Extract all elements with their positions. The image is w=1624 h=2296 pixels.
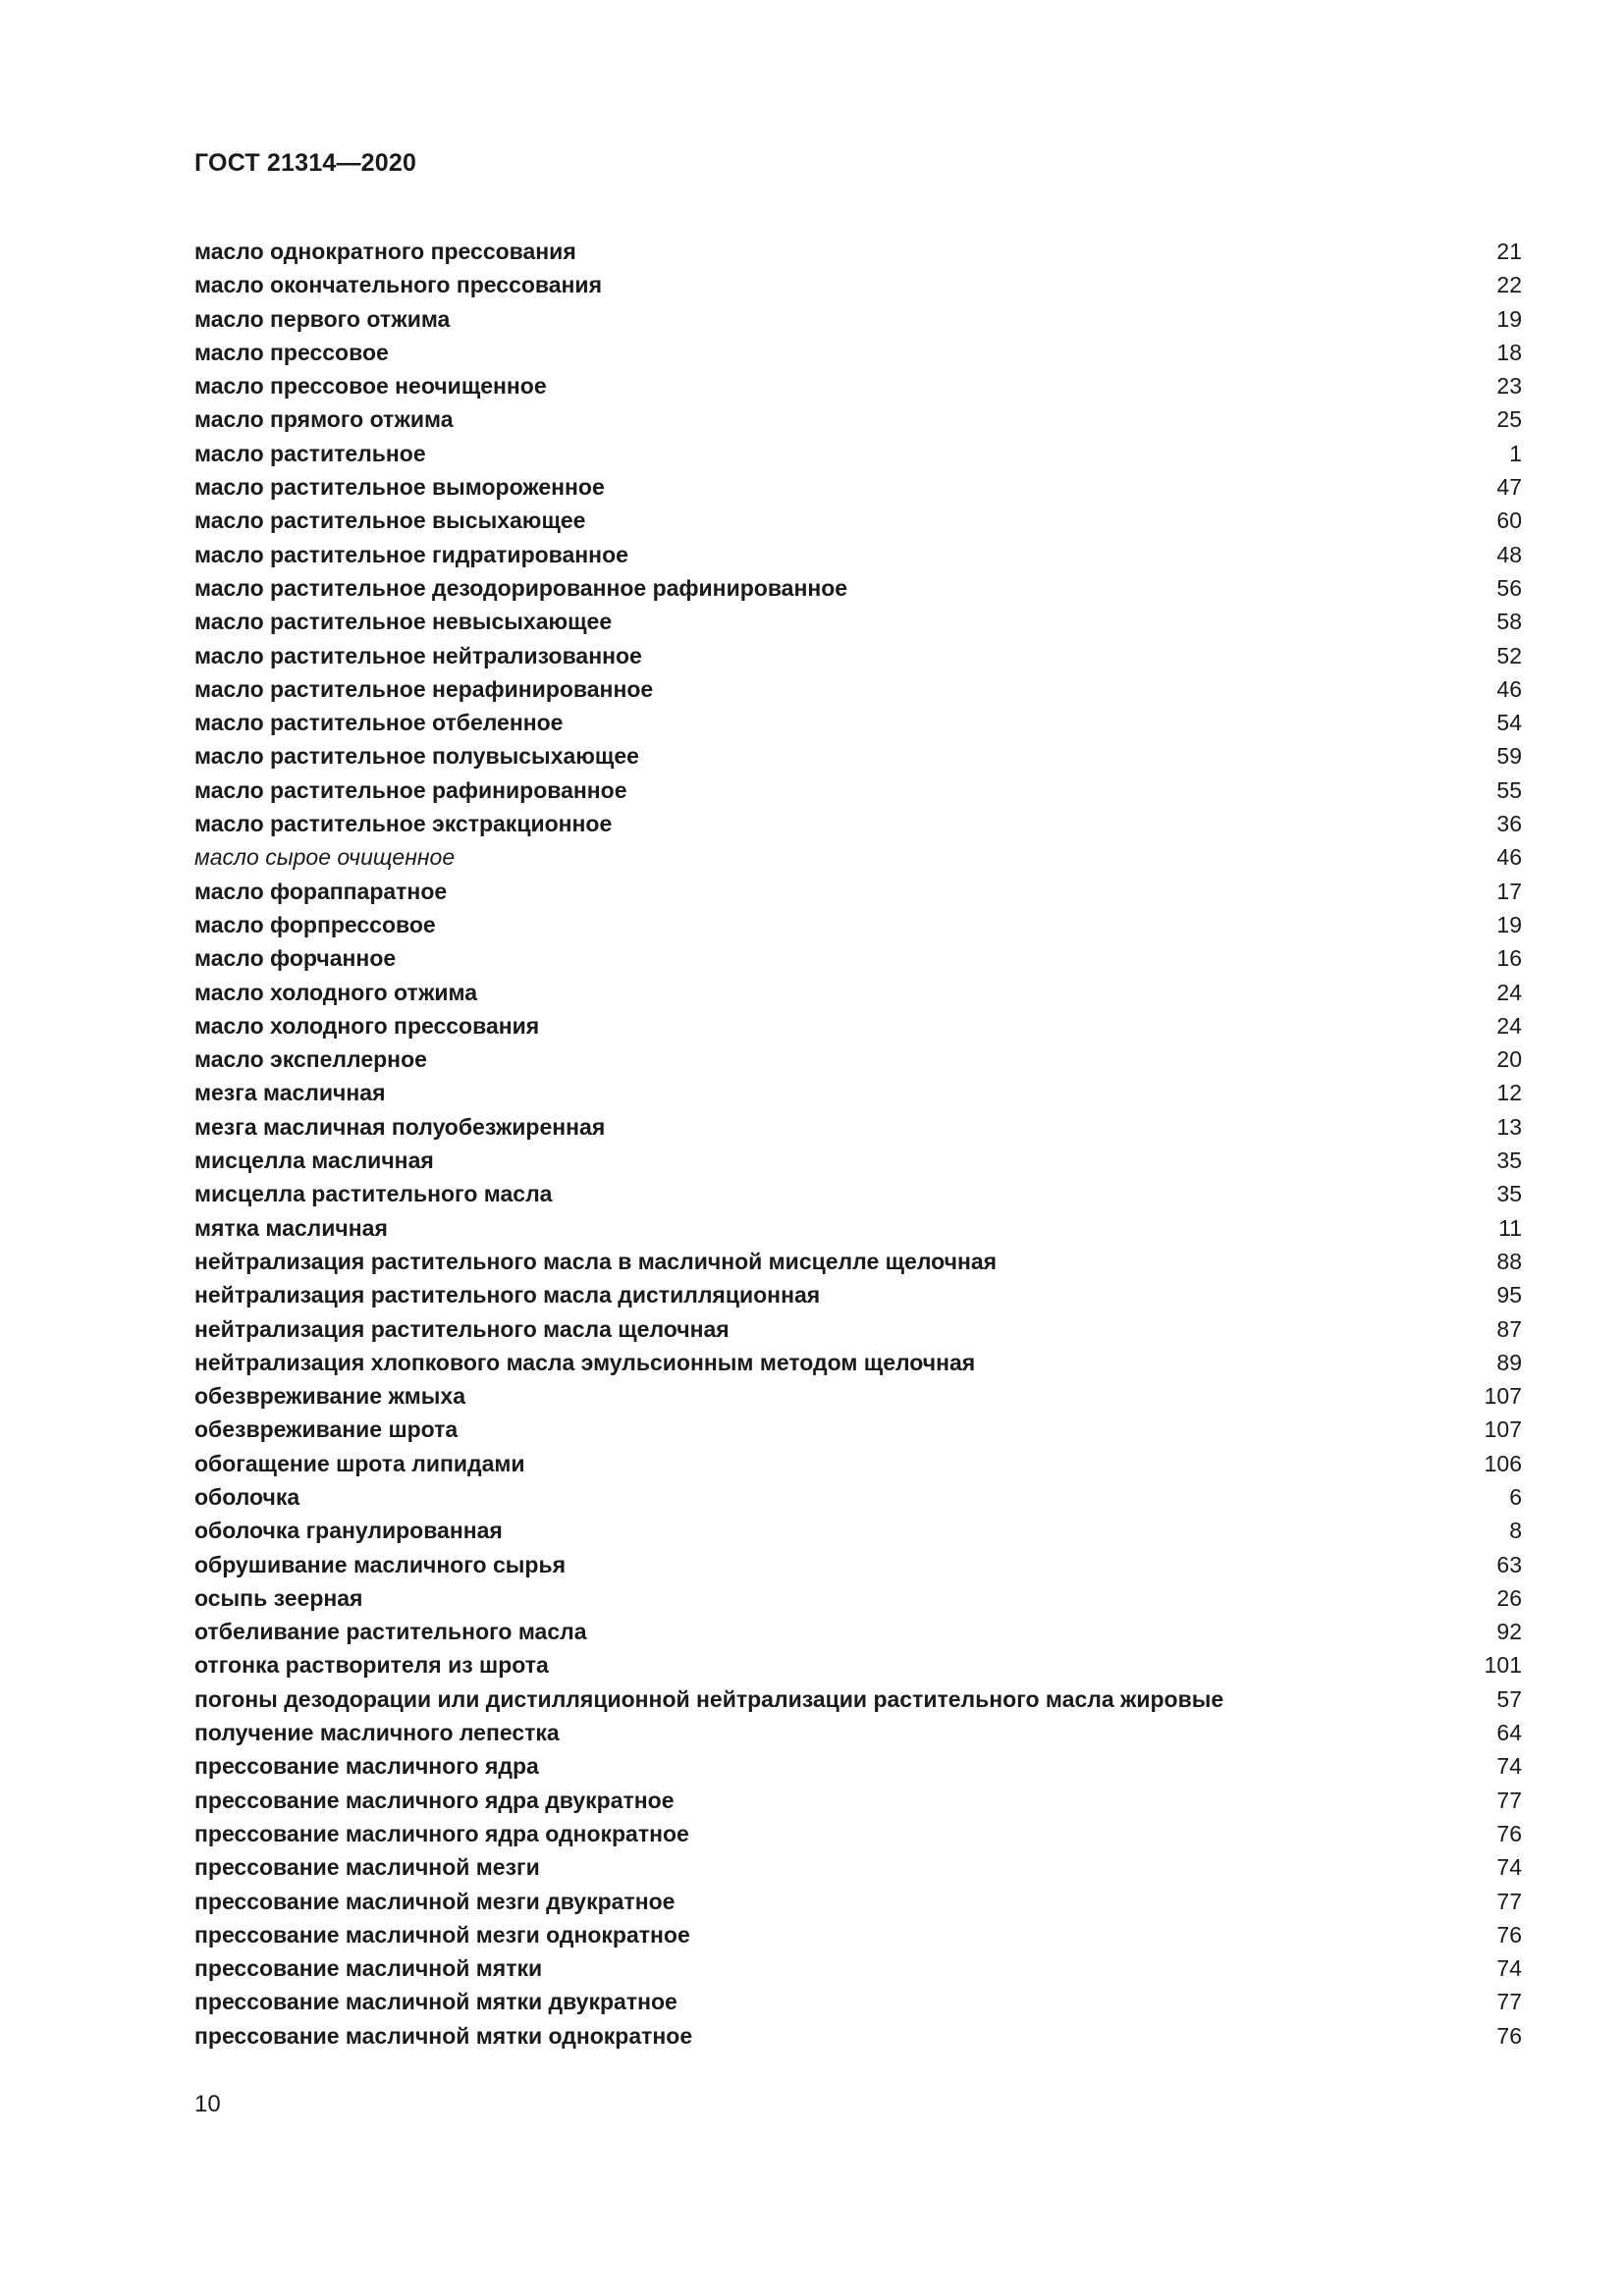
index-entry-row bbox=[194, 739, 1522, 773]
index-entry-row bbox=[194, 1379, 1522, 1413]
index-entry-row bbox=[194, 470, 1522, 504]
index-term: масло растительное нейтрализованное bbox=[194, 642, 642, 668]
index-entry-row bbox=[194, 1177, 1522, 1210]
index-entry-row bbox=[194, 1144, 1522, 1177]
index-entry-row bbox=[194, 1110, 1522, 1144]
index-entry-row bbox=[194, 437, 1522, 470]
index-term: отгонка растворителя из шрота bbox=[194, 1652, 549, 1679]
index-term: погоны дезодорации или дистилляционной нейтрализации растительного масла жировые bbox=[194, 1685, 1224, 1712]
index-term-number: 74 bbox=[1496, 1854, 1522, 1881]
index-term-number: 46 bbox=[1496, 675, 1522, 702]
page-number: 10 bbox=[194, 2091, 221, 2117]
index-entry-row bbox=[194, 1447, 1522, 1480]
index-term: масло растительное вымороженное bbox=[194, 474, 605, 501]
index-entry-row bbox=[194, 1885, 1522, 1918]
index-term: масло растительное рафинированное bbox=[194, 776, 627, 803]
index-term-number: 74 bbox=[1496, 1955, 1522, 1982]
index-entry-row bbox=[194, 1615, 1522, 1648]
index-term-number: 19 bbox=[1496, 305, 1522, 332]
index-term-number: 19 bbox=[1496, 911, 1522, 937]
index-entry-row bbox=[194, 1648, 1522, 1682]
index-term: прессование масличной мятки однократное bbox=[194, 2022, 693, 2049]
index-term: масло прямого отжима bbox=[194, 406, 454, 433]
index-entry-row bbox=[194, 235, 1522, 268]
index-term: прессование масличной мятки двукратное bbox=[194, 1989, 677, 2015]
index-entry-row bbox=[194, 1581, 1522, 1615]
index-entry-row bbox=[194, 1817, 1522, 1850]
index-entry-row bbox=[194, 1985, 1522, 2018]
index-entry-row bbox=[194, 1548, 1522, 1581]
index-entry-row bbox=[194, 976, 1522, 1009]
index-term-number: 107 bbox=[1484, 1416, 1522, 1443]
index-entry-row bbox=[194, 605, 1522, 638]
index-term: масло однократного прессования bbox=[194, 239, 576, 264]
index-term-number: 95 bbox=[1496, 1282, 1522, 1308]
index-term-number: 87 bbox=[1496, 1315, 1522, 1342]
index-term: масло растительное высыхающее bbox=[194, 507, 586, 534]
index-term: обрушивание масличного сырья bbox=[194, 1551, 567, 1577]
index-term-number: 76 bbox=[1496, 1820, 1522, 1846]
index-term-number: 76 bbox=[1496, 2022, 1522, 2049]
index-term-number: 63 bbox=[1496, 1551, 1522, 1577]
index-term: масло растительное гидратированное bbox=[194, 541, 628, 567]
index-entry-row bbox=[194, 807, 1522, 840]
index-term: масло холодного отжима bbox=[194, 979, 478, 1005]
index-term: оболочка гранулированная bbox=[194, 1518, 503, 1544]
index-entry-row bbox=[194, 639, 1522, 672]
index-term: масло форпрессовое bbox=[194, 911, 436, 937]
index-term-number: 92 bbox=[1496, 1619, 1522, 1645]
index-term: масло экспеллерное bbox=[194, 1046, 427, 1073]
index-term-number: 64 bbox=[1496, 1720, 1522, 1746]
index-term-number: 23 bbox=[1496, 373, 1522, 400]
index-term-number: 18 bbox=[1496, 339, 1522, 365]
index-term-number: 17 bbox=[1496, 878, 1522, 904]
index-entry-row bbox=[194, 1076, 1522, 1109]
index-term: прессование масличного ядра bbox=[194, 1753, 539, 1780]
index-entry-row bbox=[194, 2019, 1522, 2053]
index-entry-row bbox=[194, 1346, 1522, 1379]
index-term-number: 57 bbox=[1496, 1685, 1522, 1712]
index-term: мисцелла масличная bbox=[194, 1148, 434, 1174]
index-term: прессование масличной мезги двукратное bbox=[194, 1888, 676, 1914]
index-entry-row bbox=[194, 1514, 1522, 1547]
index-entry-row bbox=[194, 672, 1522, 706]
index-term: прессование масличной мезги bbox=[194, 1854, 540, 1881]
index-term-number: 20 bbox=[1496, 1046, 1522, 1073]
index-term-number: 25 bbox=[1496, 406, 1522, 433]
index-term-number: 26 bbox=[1496, 1584, 1522, 1611]
index-term-number: 58 bbox=[1496, 609, 1522, 635]
index-entry-row bbox=[194, 1009, 1522, 1042]
index-entry-row bbox=[194, 1312, 1522, 1346]
index-entry-row bbox=[194, 268, 1522, 301]
index-term: нейтрализация растительного масла дистилляционная bbox=[194, 1282, 821, 1308]
index-entry-row bbox=[194, 1951, 1522, 1985]
index-term: масло первого отжима bbox=[194, 305, 451, 332]
index-term: масло прессовое неочищенное bbox=[194, 373, 547, 400]
index-term-number: 77 bbox=[1496, 1989, 1522, 2015]
index-entry-row bbox=[194, 706, 1522, 739]
index-term: нейтрализация хлопкового масла эмульсионным методом щелочная bbox=[194, 1349, 976, 1375]
document-code-header: ГОСТ 21314—2020 bbox=[194, 149, 417, 177]
index-entry-row bbox=[194, 908, 1522, 941]
index-term: обогащение шрота липидами bbox=[194, 1450, 525, 1476]
index-term: масло прессовое bbox=[194, 339, 389, 365]
index-term-number: 11 bbox=[1498, 1214, 1522, 1241]
index-entry-row bbox=[194, 302, 1522, 336]
index-entry-row bbox=[194, 538, 1522, 571]
index-entry-row bbox=[194, 504, 1522, 537]
index-term-number: 74 bbox=[1496, 1753, 1522, 1780]
index-term-number: 59 bbox=[1496, 743, 1522, 770]
index-term-number: 46 bbox=[1496, 844, 1522, 871]
index-entry-row bbox=[194, 1682, 1522, 1716]
index-entry-row bbox=[194, 1480, 1522, 1514]
index-term-number: 35 bbox=[1496, 1181, 1522, 1207]
index-term: нейтрализация растительного масла щелочная bbox=[194, 1315, 730, 1342]
index-entry-row bbox=[194, 1716, 1522, 1749]
index-term: прессование масличной мятки bbox=[194, 1955, 543, 1982]
index-term: обезвреживание жмыха bbox=[194, 1383, 465, 1410]
index-term: масло форчанное bbox=[194, 945, 397, 972]
index-entry-row bbox=[194, 1245, 1522, 1278]
index-term-number: 88 bbox=[1496, 1248, 1522, 1274]
index-term: оболочка bbox=[194, 1483, 300, 1510]
index-term-number: 24 bbox=[1496, 1012, 1522, 1039]
index-entry-row bbox=[194, 1211, 1522, 1245]
index-term: масло фораппаратное bbox=[194, 878, 448, 904]
index-term: масло растительное дезодорированное рафинированное bbox=[194, 574, 848, 601]
index-term: масло холодного прессования bbox=[194, 1012, 540, 1039]
index-term-number: 54 bbox=[1496, 710, 1522, 736]
index-term: обезвреживание шрота bbox=[194, 1416, 459, 1443]
index-term: прессование масличного ядра однократное bbox=[194, 1820, 689, 1846]
index-term-number: 13 bbox=[1496, 1113, 1522, 1140]
index-term: масло окончательного прессования bbox=[194, 272, 602, 298]
index-term-number: 24 bbox=[1496, 979, 1522, 1005]
index-entry-row bbox=[194, 774, 1522, 807]
index-term: прессование масличной мезги однократное bbox=[194, 1921, 690, 1948]
index-term: масло растительное bbox=[194, 440, 426, 466]
index-term-number: 76 bbox=[1496, 1921, 1522, 1948]
index-term-number: 22 bbox=[1496, 272, 1522, 298]
index-term-number: 16 bbox=[1496, 945, 1522, 972]
index-term-number: 12 bbox=[1496, 1080, 1522, 1106]
index-term: масло сырое очищенное bbox=[194, 844, 456, 871]
index-entry-row bbox=[194, 402, 1522, 436]
index-entry-row bbox=[194, 1413, 1522, 1446]
index-term-number: 56 bbox=[1496, 574, 1522, 601]
index-term: мятка масличная bbox=[194, 1214, 388, 1241]
index-term-number: 101 bbox=[1484, 1652, 1522, 1679]
index-term: мезга масличная bbox=[194, 1080, 386, 1106]
index-term-number: 77 bbox=[1496, 1888, 1522, 1914]
index-term-number: 60 bbox=[1496, 507, 1522, 534]
index-entry-row bbox=[194, 941, 1522, 975]
index-term: масло растительное нерафинированное bbox=[194, 675, 654, 702]
index-term: масло растительное экстракционное bbox=[194, 811, 613, 837]
index-entry-row bbox=[194, 369, 1522, 402]
index-term: нейтрализация растительного масла в масличной мисцелле щелочная bbox=[194, 1248, 998, 1274]
index-term-number: 89 bbox=[1496, 1349, 1522, 1375]
index-entry-row bbox=[194, 875, 1522, 908]
index-term: отбеливание растительного масла bbox=[194, 1619, 587, 1645]
index-term-number: 77 bbox=[1496, 1787, 1522, 1813]
index-entry-row bbox=[194, 571, 1522, 605]
index-term: получение масличного лепестка bbox=[194, 1720, 560, 1746]
index-term-number: 6 bbox=[1509, 1483, 1522, 1510]
index-term: мезга масличная полуобезжиренная bbox=[194, 1113, 606, 1140]
index-entry-row bbox=[194, 1749, 1522, 1783]
index-term-number: 21 bbox=[1496, 239, 1522, 264]
index-term-number: 36 bbox=[1496, 811, 1522, 837]
index-term-number: 55 bbox=[1496, 776, 1522, 803]
index-term-number: 47 bbox=[1496, 474, 1522, 501]
index-term: масло растительное невысыхающее bbox=[194, 609, 613, 635]
index-term: мисцелла растительного масла bbox=[194, 1181, 553, 1207]
index-term-number: 1 bbox=[1509, 440, 1522, 466]
index-entry-row bbox=[194, 1042, 1522, 1076]
index-entry-row bbox=[194, 336, 1522, 369]
index-term: осыпь зеерная bbox=[194, 1584, 363, 1611]
alphabetical-index-list bbox=[194, 235, 1522, 2053]
index-term: прессование масличного ядра двукратное bbox=[194, 1787, 675, 1813]
index-term-number: 48 bbox=[1496, 541, 1522, 567]
index-entry-row bbox=[194, 1278, 1522, 1311]
index-entry-row bbox=[194, 1850, 1522, 1884]
index-term-number: 52 bbox=[1496, 642, 1522, 668]
index-term-number: 107 bbox=[1484, 1383, 1522, 1410]
index-entry-row bbox=[194, 1918, 1522, 1951]
index-term: масло растительное полувысыхающее bbox=[194, 743, 639, 770]
index-term-number: 35 bbox=[1496, 1148, 1522, 1174]
index-entry-row bbox=[194, 1784, 1522, 1817]
index-term-number: 8 bbox=[1509, 1518, 1522, 1544]
index-term-number: 106 bbox=[1484, 1450, 1522, 1476]
index-term: масло растительное отбеленное bbox=[194, 710, 564, 736]
index-entry-row bbox=[194, 840, 1522, 874]
